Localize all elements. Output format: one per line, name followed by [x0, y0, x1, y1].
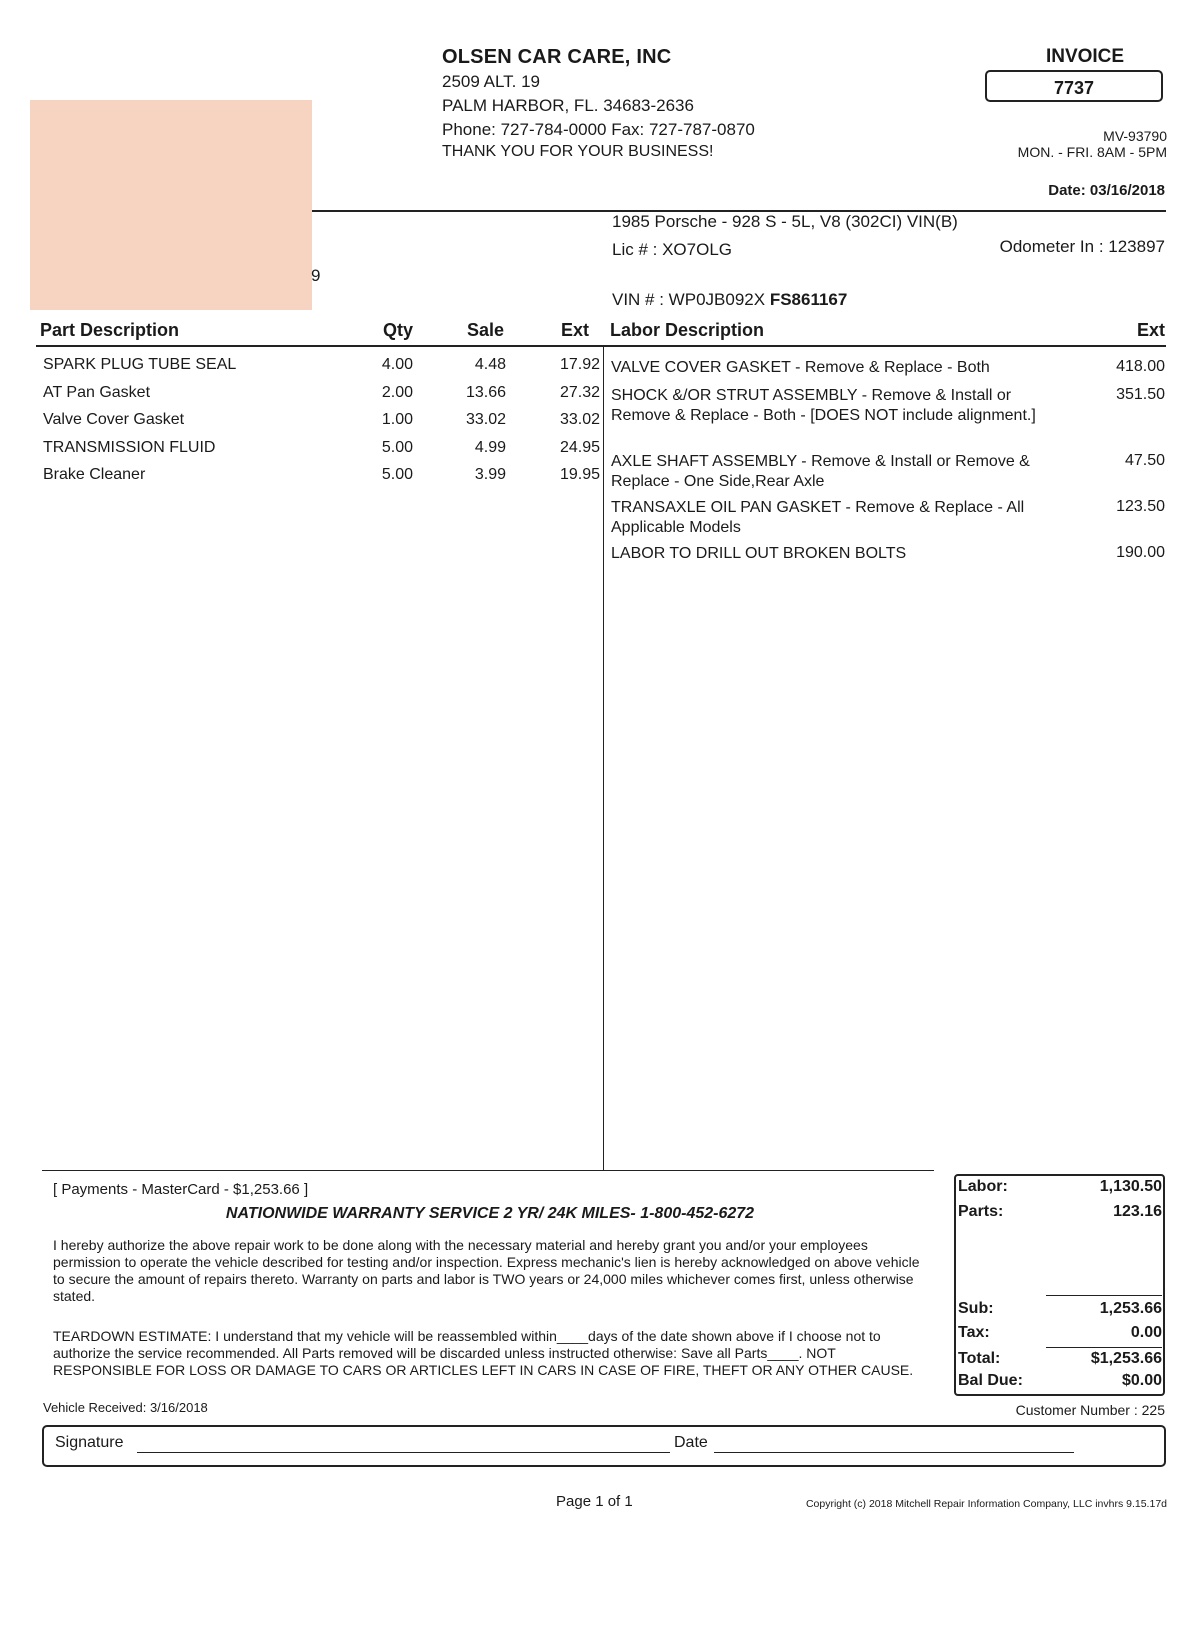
parts-labor-column-divider — [603, 346, 604, 1170]
odometer-in: Odometer In : 123897 — [999, 237, 1165, 256]
signature-box — [42, 1425, 1166, 1467]
business-hours: MON. - FRI. 8AM - 5PM — [1017, 144, 1167, 160]
labor-header-ext: Ext — [1136, 320, 1165, 340]
totals-balance-label: Bal Due: — [958, 1372, 1023, 1389]
part-row-desc: TRANSMISSION FLUID — [43, 439, 216, 456]
vehicle-received: Vehicle Received: 3/16/2018 — [43, 1400, 208, 1415]
part-row-sale: 4.99 — [474, 439, 506, 456]
signature-label: Signature — [55, 1434, 124, 1451]
redacted-customer-area — [30, 100, 312, 310]
part-row-ext: 17.92 — [559, 356, 600, 373]
customer-partial-digit: 9 — [311, 266, 321, 285]
labor-row-ext: 47.50 — [1124, 452, 1165, 469]
totals-sub-label: Sub: — [958, 1300, 994, 1317]
parts-header-description: Part Description — [40, 320, 180, 340]
vin-number — [612, 290, 847, 310]
labor-row-desc: LABOR TO DRILL OUT BROKEN BOLTS — [611, 545, 907, 562]
totals-total-value: $1,253.66 — [1090, 1350, 1162, 1367]
invoice-title: INVOICE — [1045, 46, 1125, 67]
part-row-sale: 4.48 — [474, 356, 506, 373]
total-rule — [1046, 1347, 1162, 1348]
shop-address-line-2: PALM HARBOR, FL. 34683-2636 — [442, 96, 694, 115]
labor-row-ext: 190.00 — [1116, 544, 1165, 561]
part-row-qty: 5.00 — [381, 466, 413, 483]
totals-labor-label: Labor: — [958, 1178, 1008, 1195]
part-row-qty: 5.00 — [381, 439, 413, 456]
mv-number: MV-93790 — [1103, 128, 1167, 144]
signature-date-field[interactable] — [714, 1452, 1074, 1453]
parts-header-ext: Ext — [561, 320, 590, 340]
customer-number: Customer Number : 225 — [1015, 1402, 1165, 1418]
part-row-qty: 4.00 — [381, 356, 413, 373]
part-row-desc: SPARK PLUG TUBE SEAL — [43, 356, 237, 373]
subtotal-rule — [1046, 1295, 1162, 1296]
totals-tax-value: 0.00 — [1130, 1324, 1162, 1341]
part-row-sale: 13.66 — [465, 384, 506, 401]
vin-prefix: VIN # : WP0JB092X — [612, 290, 766, 309]
labor-row-ext: 418.00 — [1116, 358, 1165, 375]
shop-name: OLSEN CAR CARE, INC — [442, 46, 672, 68]
part-row-qty: 2.00 — [381, 384, 413, 401]
part-row-sale: 3.99 — [474, 466, 506, 483]
parts-header-qty: Qty — [383, 320, 414, 340]
part-row-desc: Valve Cover Gasket — [43, 411, 185, 428]
teardown-text: TEARDOWN ESTIMATE: I understand that my vehicle will be reassembled within____days of the date shown above if I choose not to authorize the service recommended. All Parts removed will be discarded unless instructed otherwise: Save all Parts____. NOT RESPONSIBLE FOR LOSS OR DAMAGE TO CARS OR ARTICLES LEFT IN CARS IN CASE OF FIRE, THEFT OR ANY OTHER CAUSE. — [53, 1328, 914, 1378]
totals-total-label: Total: — [958, 1350, 1001, 1367]
totals-balance-value: $0.00 — [1121, 1372, 1162, 1389]
vin-serial: FS861167 — [769, 290, 848, 309]
authorization-text: I hereby authorize the above repair work to be done along with the necessary material and hereby grant you and/or your employees permission to operate the vehicle described for testing and/or inspection. Express mechanic's lien is hereby acknowledged on above vehicle to secure the amount of repairs thereto. Warranty on parts and labor is TWO years or 24,000 miles whichever comes first, unless otherwise stated. — [53, 1237, 920, 1304]
table-header-divider — [36, 345, 1166, 347]
shop-phone-fax: Phone: 727-784-0000 Fax: 727-787-0870 — [442, 120, 755, 139]
invoice-date: Date: 03/16/2018 — [1048, 182, 1165, 199]
labor-row-desc: VALVE COVER GASKET - Remove & Replace - Both — [611, 359, 990, 376]
labor-header-description: Labor Description — [610, 320, 765, 340]
part-row-sale: 33.02 — [465, 411, 506, 428]
signature-field[interactable] — [137, 1452, 670, 1453]
labor-row-ext: 123.50 — [1116, 498, 1165, 515]
date-label: Date — [674, 1434, 708, 1451]
license-plate: Lic # : XO7OLG — [612, 240, 732, 259]
labor-row-desc: TRANSAXLE OIL PAN GASKET - Remove & Replace - All Applicable Models — [611, 499, 1025, 536]
payments-line: [ Payments - MasterCard - $1,253.66 ] — [53, 1181, 309, 1198]
totals-labor-value: 1,130.50 — [1099, 1178, 1162, 1195]
totals-sub-value: 1,253.66 — [1099, 1300, 1162, 1317]
labor-row-desc: AXLE SHAFT ASSEMBLY - Remove & Install or Remove & Replace - One Side,Rear Axle — [611, 453, 1030, 490]
warranty-line: NATIONWIDE WARRANTY SERVICE 2 YR/ 24K MILES- 1-800-452-6272 — [225, 1205, 755, 1222]
part-row-ext: 33.02 — [559, 411, 600, 428]
totals-parts-label: Parts: — [958, 1203, 1004, 1220]
part-row-ext: 24.95 — [559, 439, 600, 456]
totals-parts-value: 123.16 — [1113, 1203, 1162, 1220]
labor-row-desc: SHOCK &/OR STRUT ASSEMBLY - Remove & Install or Remove & Replace - Both - [DOES NOT include alignment.] — [611, 387, 1036, 424]
vehicle-description: 1985 Porsche - 928 S - 5L, V8 (302CI) VIN(B) — [612, 212, 958, 231]
shop-address-line-1: 2509 ALT. 19 — [442, 72, 540, 91]
shop-thanks: THANK YOU FOR YOUR BUSINESS! — [442, 143, 714, 160]
parts-header-sale: Sale — [467, 320, 505, 340]
part-row-ext: 27.32 — [559, 384, 600, 401]
part-row-ext: 19.95 — [559, 466, 600, 483]
part-row-desc: Brake Cleaner — [43, 466, 146, 483]
part-row-qty: 1.00 — [381, 411, 413, 428]
part-row-desc: AT Pan Gasket — [43, 384, 151, 401]
footer-divider — [42, 1170, 934, 1171]
invoice-number-box: 7737 — [985, 70, 1163, 102]
page-number: Page 1 of 1 — [556, 1493, 633, 1510]
labor-row-ext: 351.50 — [1116, 386, 1165, 403]
totals-tax-label: Tax: — [958, 1324, 990, 1341]
copyright-line: Copyright (c) 2018 Mitchell Repair Information Company, LLC invhrs 9.15.17d — [805, 1498, 1167, 1510]
